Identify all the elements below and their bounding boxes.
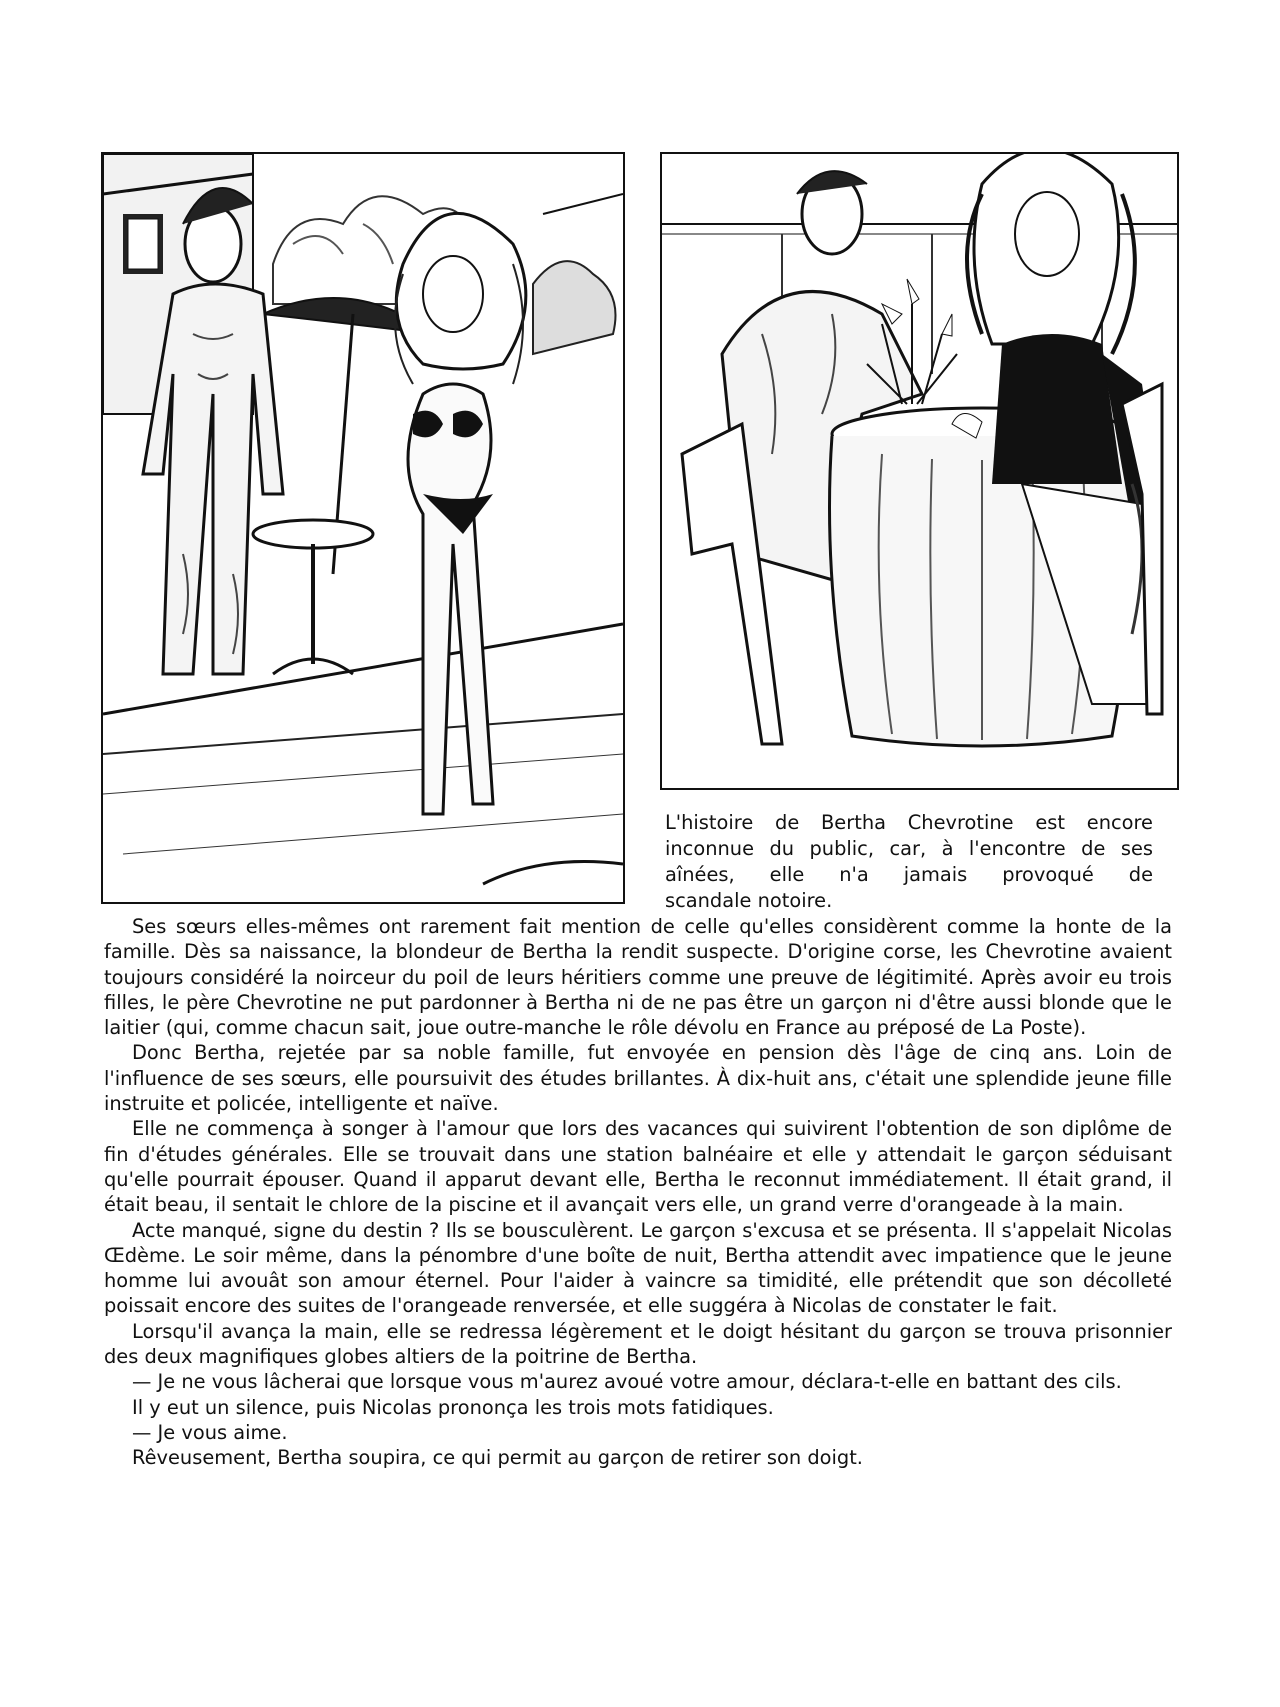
caption-line: scandale notoire. <box>665 889 833 912</box>
pool-scene-illustration <box>103 154 623 902</box>
caption-line: aînées, elle n'a jamais provoqué de <box>665 863 1153 886</box>
restaurant-table-illustration <box>662 154 1177 788</box>
paragraph: Acte manqué, signe du destin ? Ils se bousculèrent. Le garçon s'excusa et se présenta. Il s'appelait Nicolas Œdème. Le soir même, dans la pénombre d'une boîte de nuit, Bertha attendit avec impatience que le jeune homme lui avouât son amour éternel. Pour l'aider à vaincre sa timidité, elle prétendit que son décolleté poissait encore des suites de l'orangeade renversée, et elle suggéra à Nicolas de constater le fait. <box>104 1218 1172 1318</box>
body-text <box>104 914 1172 1471</box>
paragraph: Ses sœurs elles-mêmes ont rarement fait mention de celle qu'elles considèrent comme la honte de la famille. Dès sa naissance, la blondeur de Bertha la rendit suspecte. D'origine corse, les Chevrotine avaient toujours considéré la noirceur du poil de leurs héritiers comme une preuve de légitimité. Après avoir eu trois filles, le père Chevrotine ne put pardonner à Bertha ni de ne pas être un garçon ni d'être aussi blonde que le laitier (qui, comme chacun sait, joue outre-manche le rôle dévolu en France au préposé de La Poste). <box>104 915 1172 1040</box>
paragraph: — Je vous aime. <box>132 1420 288 1444</box>
illustration-left <box>101 152 625 904</box>
paragraph: Il y eut un silence, puis Nicolas prononça les trois mots fatidiques. <box>132 1395 774 1419</box>
paragraph: Elle ne commença à songer à l'amour que lors des vacances qui suivirent l'obtention de son diplôme de fin d'études générales. Elle se trouvait dans une station balnéaire et elle y attendait le garçon séduisant qu'elle pourrait épouser. Quand il apparut devant elle, Bertha le reconnut immédiatement. Il était grand, il était beau, il sentait le chlore de la piscine et il avançait vers elle, un grand verre d'orangeade à la main. <box>104 1117 1172 1217</box>
caption-line: inconnue du public, car, à l'encontre de ses <box>665 837 1153 860</box>
paragraph: — Je ne vous lâcherai que lorsque vous m'aurez avoué votre amour, déclara-t-elle en battant des cils. <box>132 1370 1122 1394</box>
caption-line: L'histoire de Bertha Chevrotine est encore <box>665 811 1153 834</box>
paragraph: Lorsqu'il avança la main, elle se redressa légèrement et le doigt hésitant du garçon se trouva prisonnier des deux magnifiques globes altiers de la poitrine de Bertha. <box>104 1319 1172 1369</box>
paragraph: Rêveusement, Bertha soupira, ce qui permit au garçon de retirer son doigt. <box>132 1446 863 1470</box>
caption <box>665 810 1153 914</box>
illustration-right <box>660 152 1179 790</box>
paragraph: Donc Bertha, rejetée par sa noble famille, fut envoyée en pension dès l'âge de cinq ans. Loin de l'influence de ses sœurs, elle poursuivit des études brillantes. À dix-huit ans, c'était une splendide jeune fille instruite et policée, intelligente et naïve. <box>104 1041 1172 1116</box>
